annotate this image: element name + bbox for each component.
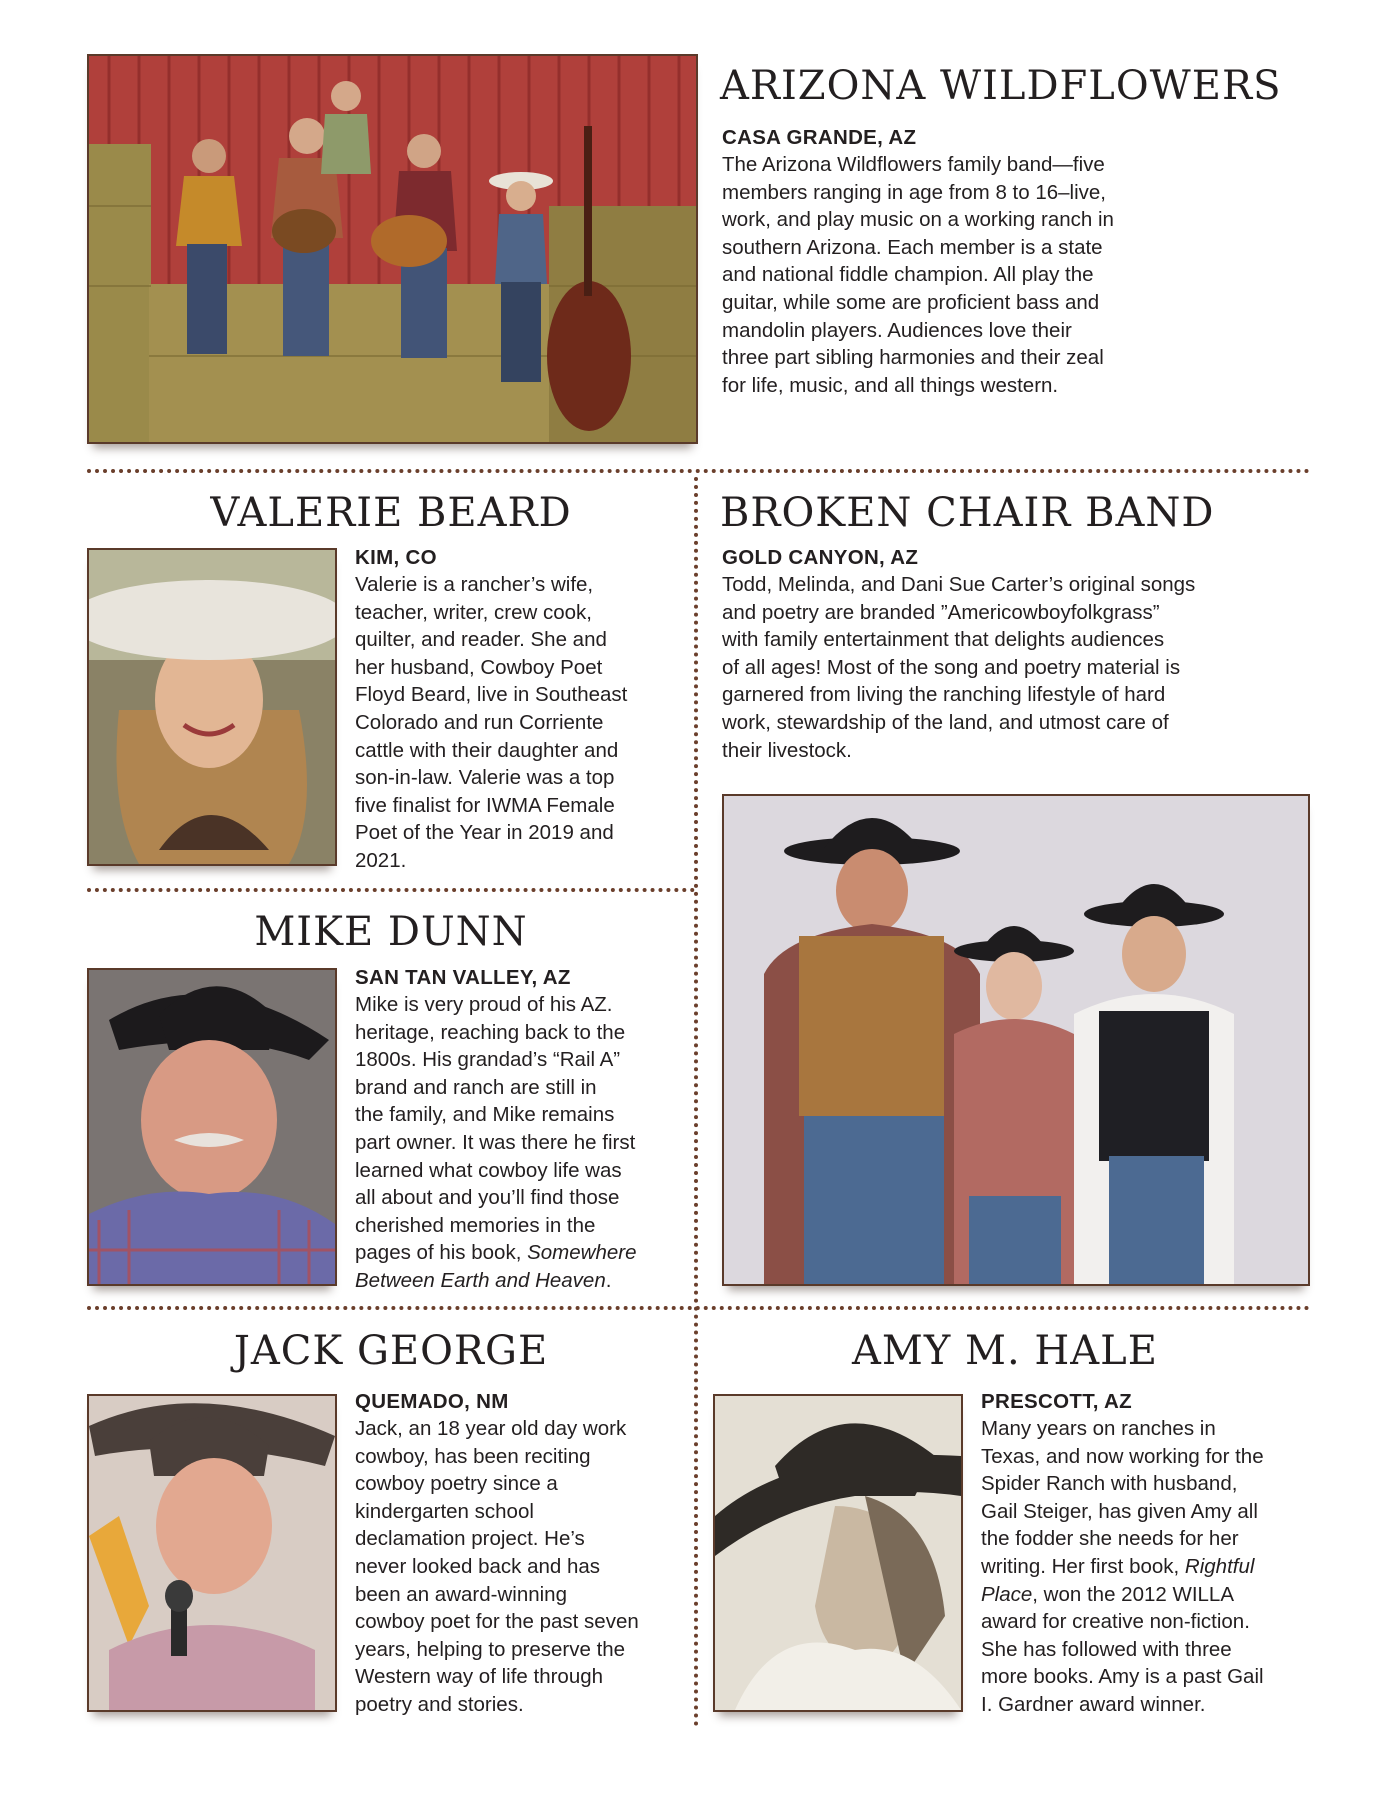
bio-text: . [605,1268,612,1292]
divider-horizontal-left-middle [87,888,695,892]
arizona-wildflowers-location: CASA GRANDE, AZ [722,126,917,149]
bio-line: Spider Ranch with husband, [981,1472,1238,1496]
bio-line: 2021. [355,848,407,872]
bio-line: guitar, while some are proficient bass and [722,290,1100,314]
bio-text: pages of his book, [355,1241,528,1265]
book-title: Somewhere [527,1241,637,1265]
bio-line: learned what cowboy life was [355,1158,622,1182]
bio-line: years, helping to preserve the [355,1637,626,1661]
bio-line: the fodder she needs for her [981,1527,1239,1551]
bio-line: the family, and Mike remains [355,1103,615,1127]
bio-line: of all ages! Most of the song and poetry material is [722,655,1181,679]
bio-line: Mike is very proud of his AZ. [355,993,613,1016]
arizona-wildflowers-bio [722,151,1114,399]
bio-line: Texas, and now working for the [981,1444,1264,1468]
amy-m-hale-location: PRESCOTT, AZ [981,1390,1132,1413]
broken-chair-band-photo [722,794,1310,1286]
divider-horizontal-bottom [87,1306,1310,1310]
bio-line: members ranging in age from 8 to 16–live, [722,180,1107,204]
bio-line: award for creative non-fiction. [981,1610,1250,1634]
bio-line: with family entertainment that delights audiences [722,628,1165,652]
mike-dunn-bio [355,991,636,1295]
bio-line: poetry and stories. [355,1692,524,1716]
book-title: Place [981,1582,1033,1606]
bio-line: work, stewardship of the land, and utmost care of [722,710,1169,734]
bio-line [355,1269,611,1292]
valerie-beard-location: KIM, CO [355,546,437,569]
bio-line: more books. Amy is a past Gail [981,1665,1264,1689]
valerie-beard-name: VALERIE BEARD [210,490,572,536]
bio-line: never looked back and has [355,1554,601,1578]
jack-george-photo [87,1394,337,1712]
bio-line [981,1583,1234,1606]
valerie-beard-photo [87,548,337,866]
bio-line: brand and ranch are still in [355,1075,597,1099]
bio-line: mandolin players. Audiences love their [722,318,1072,342]
mike-dunn-name: MIKE DUNN [254,909,528,955]
bio-line: cowboy poet for the past seven [355,1610,639,1634]
bio-line: cattle with their daughter and [355,738,619,762]
amy-m-hale-photo [713,1394,963,1712]
bio-line: three part sibling harmonies and their zeal [722,346,1104,370]
bio-line: cowboy poetry since a [355,1472,558,1496]
bio-text: writing. Her first book, [981,1554,1185,1578]
bio-line: Gail Steiger, has given Amy all [981,1499,1258,1523]
amy-m-hale-name: AMY M. HALE [852,1328,1158,1374]
bio-line: 1800s. His grandad’s “Rail A” [355,1048,621,1072]
bio-line: Western way of life through [355,1665,604,1689]
arizona-wildflowers-name: ARIZONA WILDFLOWERS [720,63,1282,109]
bio-line: heritage, reaching back to the [355,1020,626,1044]
bio-line: Jack, an 18 year old day work [355,1417,627,1440]
bio-line: kindergarten school [355,1499,534,1523]
bio-line: her husband, Cowboy Poet [355,655,603,679]
bio-line: five finalist for IWMA Female [355,793,615,817]
bio-line: declamation project. He’s [355,1527,585,1551]
bio-line: garnered from living the ranching lifestyle of hard [722,683,1166,707]
bio-line: all about and you’ll find those [355,1186,620,1210]
bio-line: Valerie is a rancher’s wife, [355,573,594,596]
jack-george-name: JACK GEORGE [233,1328,549,1374]
bio-line: She has followed with three [981,1637,1232,1661]
bio-line: southern Arizona. Each member is a state [722,235,1103,259]
bio-line: and poetry are branded ”Americowboyfolkgrass” [722,600,1160,624]
bio-line: Colorado and run Corriente [355,710,604,734]
bio-line: for life, music, and all things western. [722,373,1059,397]
broken-chair-band-name: BROKEN CHAIR BAND [720,490,1215,536]
bio-line: Many years on ranches in [981,1417,1216,1440]
bio-line: quilter, and reader. She and [355,628,607,652]
bio-line [981,1555,1254,1578]
bio-line: and national fiddle champion. All play the [722,263,1094,287]
bio-line: Todd, Melinda, and Dani Sue Carter’s original songs [722,573,1196,596]
arizona-wildflowers-photo [87,54,698,444]
bio-line: part owner. It was there he first [355,1130,636,1154]
valerie-beard-bio [355,571,627,875]
bio-line: son-in-law. Valerie was a top [355,766,615,790]
bio-line: The Arizona Wildflowers family band—five [722,153,1105,176]
jack-george-bio [355,1415,639,1719]
bio-line [355,1241,636,1264]
divider-horizontal-top [87,469,1310,473]
bio-line: Poet of the Year in 2019 and [355,821,614,845]
book-title: Between Earth and Heaven [355,1268,606,1292]
jack-george-location: QUEMADO, NM [355,1390,509,1413]
bio-text: , won the 2012 WILLA [1032,1582,1234,1606]
mike-dunn-location: SAN TAN VALLEY, AZ [355,966,571,989]
bio-line: been an award-winning [355,1582,567,1606]
bio-line: teacher, writer, crew cook, [355,600,592,624]
amy-m-hale-bio [981,1415,1264,1719]
bio-line: Floyd Beard, live in Southeast [355,683,628,707]
broken-chair-band-bio [722,571,1195,764]
mike-dunn-photo [87,968,337,1286]
book-title: Rightful [1184,1554,1255,1578]
broken-chair-band-location: GOLD CANYON, AZ [722,546,919,569]
bio-line: work, and play music on a working ranch in [722,208,1114,232]
divider-vertical [694,477,698,1727]
bio-line: I. Gardner award winner. [981,1692,1206,1716]
bio-line: cowboy, has been reciting [355,1444,591,1468]
bio-line: cherished memories in the [355,1213,596,1237]
bio-line: their livestock. [722,738,852,762]
